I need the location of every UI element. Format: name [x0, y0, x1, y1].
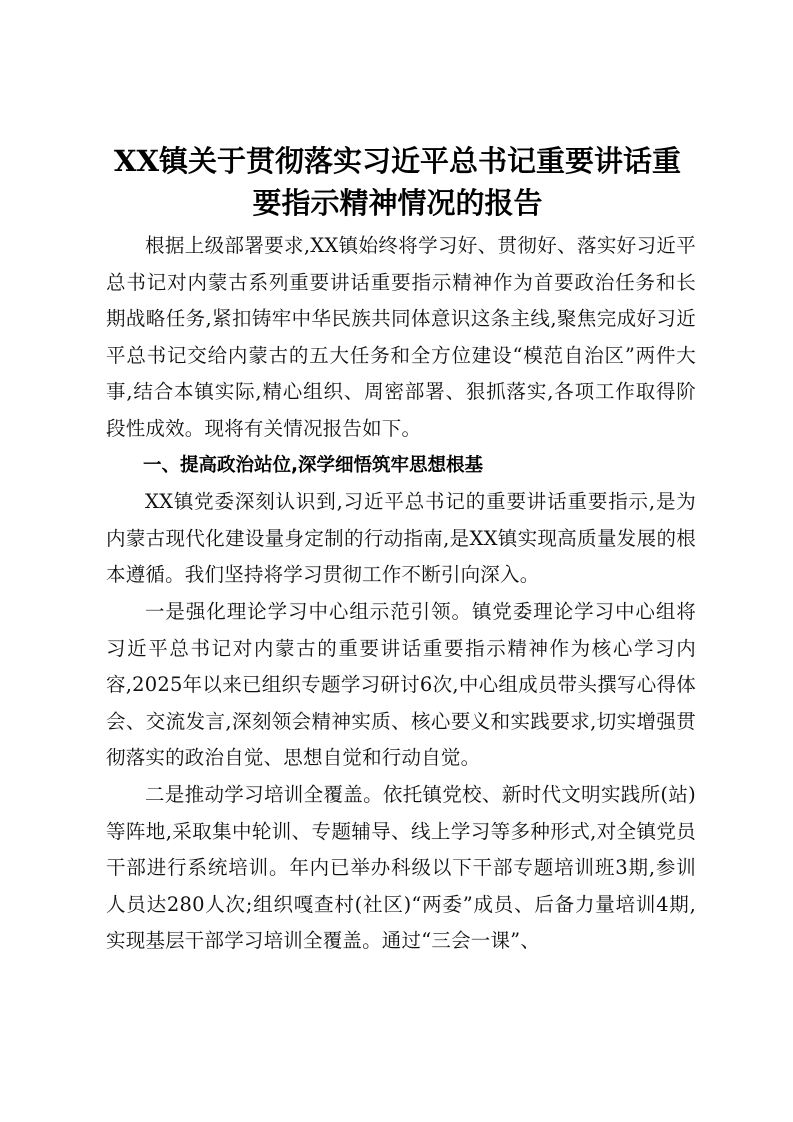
report-body: [106, 228, 696, 960]
section-heading-1: 一、提高政治站位,深学细悟筑牢思想根基: [143, 454, 484, 476]
section1-paragraph-2: 一是强化理论学习中心组示范引领。镇党委理论学习中心组将习近平总书记对内蒙古的重要讲话重要指示精神作为核心学习内容,2025年以来已组织专题学习研讨6次,中心组成员带头撰写心得体会、交流发言,深刻领会精神实质、核心要义和实践要求,切实增强贯彻落实的政治自觉、思想自觉和行动自觉。: [106, 599, 696, 770]
intro-paragraph: 根据上级部署要求,XX镇始终将学习好、贯彻好、落实好习近平总书记对内蒙古系列重要讲话重要指示精神作为首要政治任务和长期战略任务,紧扣铸牢中华民族共同体意识这条主线,聚焦完成好习近平总书记交给内蒙古的五大任务和全方位建设“模范自治区”两件大事,结合本镇实际,精心组织、周密部署、狠抓落实,各项工作取得阶段性成效。现将有关情况报告如下。: [106, 234, 696, 440]
report-title: XX镇关于贯彻落实习近平总书记重要讲话重要指示精神情况的报告: [113, 144, 681, 220]
section1-paragraph-1: XX镇党委深刻认识到,习近平总书记的重要讲话重要指示,是为内蒙古现代化建设量身定制的行动指南,是XX镇实现高质量发展的根本遵循。我们坚持将学习贯彻工作不断引向深入。: [106, 490, 696, 587]
section1-paragraph-3: 二是推动学习培训全覆盖。依托镇党校、新时代文明实践所(站)等阵地,采取集中轮训、专题辅导、线上学习等多种形式,对全镇党员干部进行系统培训。年内已举办科级以下干部专题培训班3期,参训人员达280人次;组织嘎查村(社区)“两委”成员、后备力量培训4期,实现基层干部学习培训全覆盖。通过“三会一课”、: [106, 782, 696, 953]
